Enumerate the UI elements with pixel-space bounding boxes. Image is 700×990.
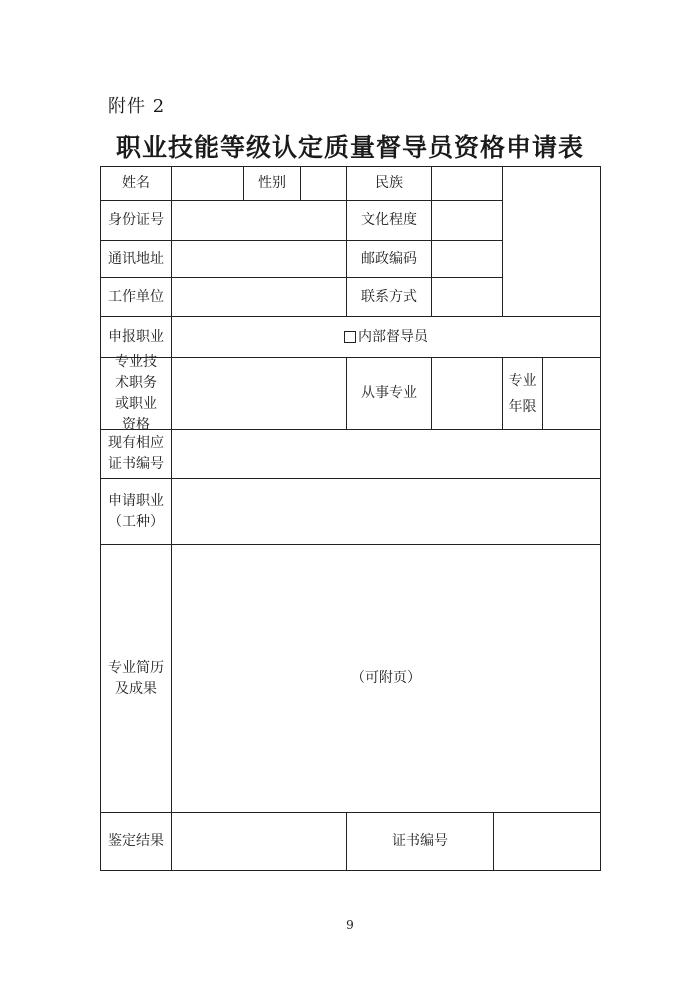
label-gender: 性别 [243, 166, 301, 201]
label-result: 鉴定结果 [100, 812, 172, 871]
field-profession[interactable] [431, 357, 503, 430]
label-contact: 联系方式 [346, 277, 432, 317]
field-name[interactable] [171, 166, 244, 201]
field-resume[interactable] [171, 544, 601, 813]
label-resume: 专业简历及成果 [100, 544, 172, 813]
label-name: 姓名 [100, 166, 172, 201]
field-id-number[interactable] [171, 200, 347, 241]
field-years[interactable] [542, 357, 601, 430]
label-applied-position: 申报职业 [100, 316, 172, 358]
label-ethnicity: 民族 [346, 166, 432, 201]
label-apply-job: 申请职业（工种） [100, 478, 172, 545]
label-postcode: 邮政编码 [346, 240, 432, 278]
internal-supervisor-label: 内部督导员 [358, 328, 428, 345]
field-applied-position [171, 316, 601, 358]
field-work-unit[interactable] [171, 277, 347, 317]
field-postcode[interactable] [431, 240, 503, 278]
internal-supervisor-checkbox[interactable] [344, 331, 356, 343]
label-cert-number: 证书编号 [346, 812, 494, 871]
field-cert-current[interactable] [171, 429, 601, 479]
label-education: 文化程度 [346, 200, 432, 241]
form-title: 职业技能等级认定质量督导员资格申请表 [115, 133, 584, 162]
field-cert-number[interactable] [493, 812, 601, 871]
field-tech-title[interactable] [171, 357, 347, 430]
page-number: 9 [346, 918, 354, 932]
attachment-label: 附件 2 [108, 96, 166, 117]
label-address: 通讯地址 [100, 240, 172, 278]
label-id-number: 身份证号 [100, 200, 172, 241]
label-years: 专业年限 [502, 357, 543, 430]
label-tech-title: 专业技术职务或职业资格 [100, 357, 172, 430]
field-apply-job[interactable] [171, 478, 601, 545]
label-profession: 从事专业 [346, 357, 432, 430]
field-gender[interactable] [300, 166, 347, 201]
label-cert-current: 现有相应证书编号 [100, 429, 172, 479]
attach-note: （可附页） [351, 670, 421, 686]
field-ethnicity[interactable] [431, 166, 503, 201]
photo-box[interactable] [502, 166, 601, 317]
label-work-unit: 工作单位 [100, 277, 172, 317]
field-address[interactable] [171, 240, 347, 278]
field-education[interactable] [431, 200, 503, 241]
field-contact[interactable] [431, 277, 503, 317]
field-result[interactable] [171, 812, 347, 871]
